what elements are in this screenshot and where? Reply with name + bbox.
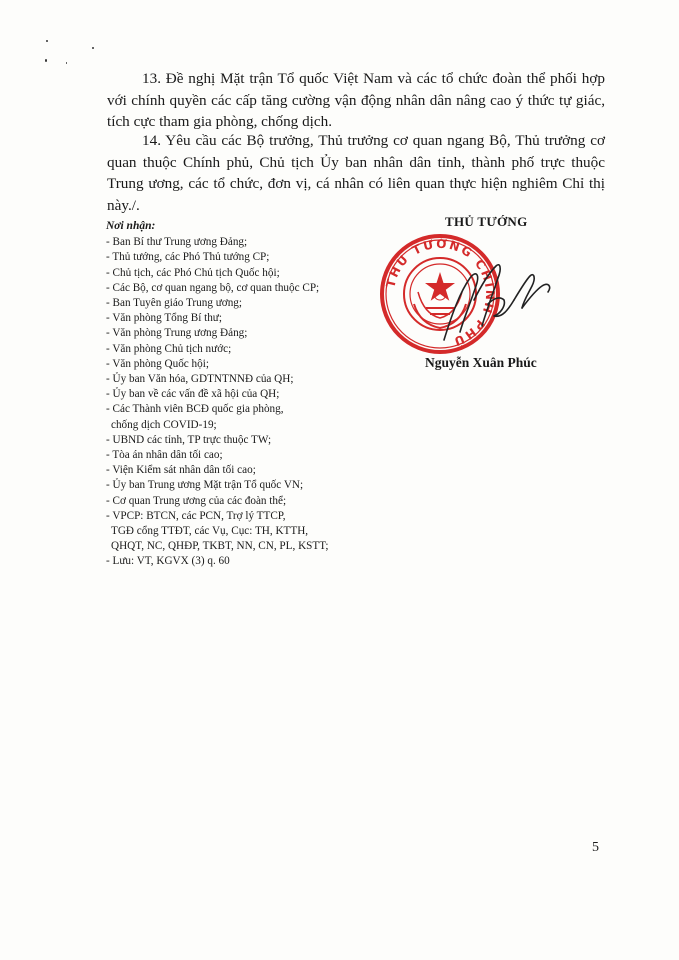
recipient-item: - Cơ quan Trung ương của các đoàn thể; [106,494,287,507]
page-number: 5 [592,840,599,855]
recipient-item: - Ủy ban về các vấn đề xã hội của QH; [106,388,280,401]
scan-speck [66,62,67,64]
handwritten-signature [430,244,560,344]
recipient-item: - Ban Bí thư Trung ương Đảng; [106,236,248,249]
scan-speck [92,47,94,49]
signer-title: THỦ TƯỚNG [445,214,528,229]
scan-speck [46,40,48,42]
paragraph-14: 14. Yêu cầu các Bộ trưởng, Thủ trưởng cơ quan ngang Bộ, Thủ trưởng cơ quan thuộc Chính phủ, Chủ tịch Ủy ban nhân dân tỉnh, thành phố trực thuộc Trung ương, các tổ chức, đơn vị, cá nhân có liên quan thực hiện nghiêm Chỉ thị này./. [107,132,605,214]
recipient-item: - Các Bộ, cơ quan ngang bộ, cơ quan thuộc CP; [106,281,320,294]
recipient-item: - Ủy ban Văn hóa, GDTNTNNĐ của QH; [106,373,294,386]
seal-text: THỦ TƯỚNG CHÍNH PHỦ [383,236,498,350]
recipient-item: chống dịch COVID-19; [111,418,217,431]
recipient-item: - Tòa án nhân dân tối cao; [106,449,223,462]
recipient-item: - Ủy ban Trung ương Mặt trận Tổ quốc VN; [106,479,304,492]
recipient-item: TGĐ cổng TTĐT, các Vụ, Cục: TH, KTTH, [111,525,309,538]
recipient-item: - Văn phòng Chủ tịch nước; [106,342,232,355]
recipient-item: - UBND các tỉnh, TP trực thuộc TW; [106,433,272,446]
recipient-item: - Thủ tướng, các Phó Thủ tướng CP; [106,251,270,264]
recipient-item: - Văn phòng Quốc hội; [106,357,209,370]
recipient-item: - Ban Tuyên giáo Trung ương; [106,297,242,310]
signer-name: Nguyễn Xuân Phúc [425,355,537,370]
scan-speck [45,59,47,62]
recipient-item: - Văn phòng Tổng Bí thư; [106,312,222,325]
recipient-item: - Chủ tịch, các Phó Chủ tịch Quốc hội; [106,266,280,279]
recipients-heading: Nơi nhận: [106,220,156,232]
recipient-item: - VPCP: BTCN, các PCN, Trợ lý TTCP, [106,509,286,522]
recipient-item: - Các Thành viên BCĐ quốc gia phòng, [106,403,284,416]
recipient-item: - Văn phòng Trung ương Đảng; [106,327,248,340]
recipient-item: QHQT, NC, QHĐP, TKBT, NN, CN, PL, KSTT; [111,540,329,553]
signature-block [360,214,590,374]
paragraph-13: 13. Đề nghị Mặt trận Tổ quốc Việt Nam và các tổ chức đoàn thể phối hợp với chính quyền các cấp tăng cường vận động nhân dân nâng cao ý thức tự giác, tích cực tham gia phòng, chống dịch. [107,70,605,130]
recipient-item: - Lưu: VT, KGVX (3) q. 60 [106,555,230,568]
recipient-item: - Viện Kiểm sát nhân dân tối cao; [106,464,256,477]
